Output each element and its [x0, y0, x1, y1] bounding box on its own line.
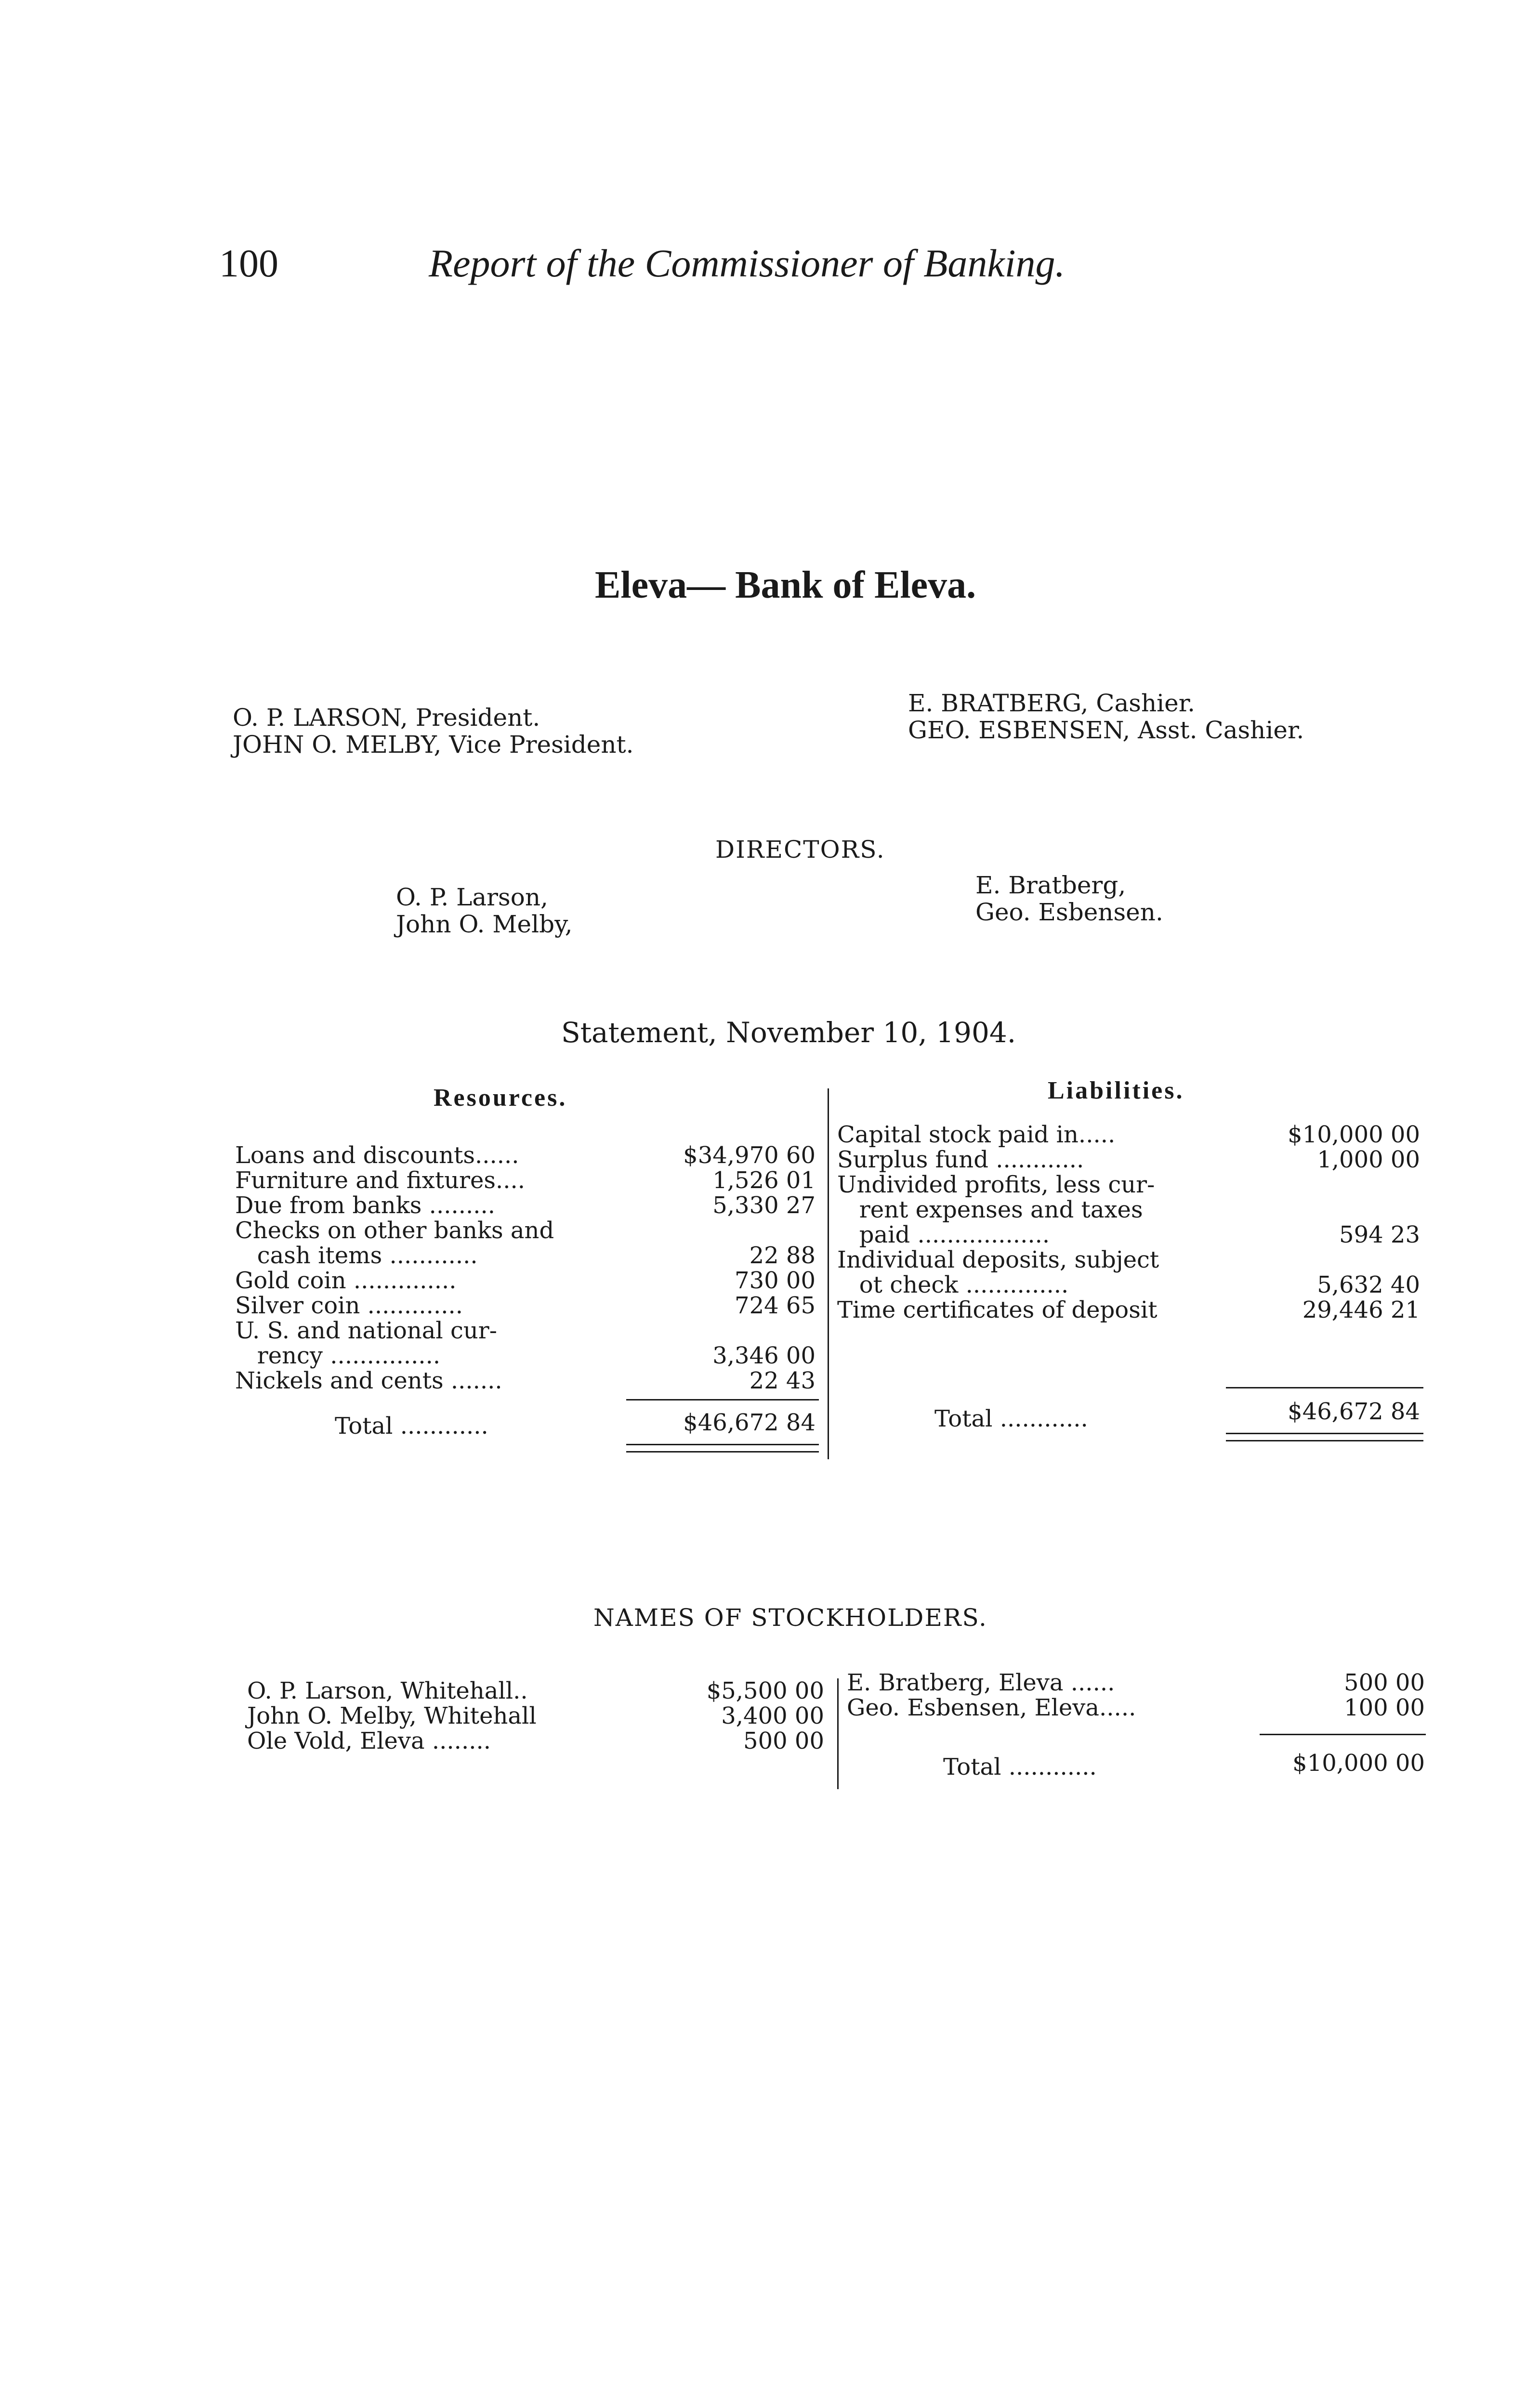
director-larson: O. P. Larson, [396, 883, 548, 911]
liability-amount: 29,446 21 [1302, 1296, 1420, 1323]
directors-heading: DIRECTORS. [715, 836, 885, 864]
stockholders-total-rule [1260, 1734, 1426, 1735]
stockholder-row [247, 1728, 824, 1754]
liabilities-total-rule [1226, 1387, 1423, 1388]
stockholder-name: O. P. Larson, Whitehall.. [247, 1677, 528, 1704]
running-title: Report of the Commissioner of Banking. [429, 241, 1066, 285]
resource-label: Silver coin ............. [235, 1292, 463, 1319]
resource-amount: 5,330 27 [712, 1192, 816, 1219]
resource-label: rency ............... [235, 1342, 441, 1369]
stockholder-name: Geo. Esbensen, Eleva..... [847, 1694, 1136, 1721]
resources-row [235, 1368, 816, 1393]
director-melby: John O. Melby, [396, 910, 573, 938]
liabilities-row [837, 1272, 1420, 1297]
directors-right [975, 872, 1163, 926]
stockholder-amount: 3,400 00 [721, 1702, 824, 1729]
liabilities-row [837, 1197, 1420, 1222]
resources-total-double-rule [626, 1444, 819, 1453]
resources-row [235, 1293, 816, 1318]
resource-label: Loans and discounts...... [235, 1142, 519, 1169]
resource-amount: 724 65 [735, 1292, 816, 1319]
resources-total: $46,672 84 [683, 1409, 816, 1436]
liabilities-row [837, 1122, 1420, 1147]
stockholder-name: E. Bratberg, Eleva ...... [847, 1669, 1115, 1696]
resource-label: Nickels and cents ....... [235, 1367, 502, 1394]
officers-left [233, 704, 634, 758]
liabilities-row [837, 1172, 1420, 1197]
resource-label: U. S. and national cur- [235, 1317, 497, 1344]
directors-left [396, 884, 573, 938]
column-divider [828, 1088, 829, 1459]
resource-label: cash items ............ [235, 1242, 478, 1269]
resource-label: Furniture and fixtures.... [235, 1167, 526, 1194]
resources-table [235, 1143, 816, 1393]
resources-total-label: Total ............ [335, 1413, 488, 1440]
resources-row [235, 1168, 816, 1193]
liability-amount: 1,000 00 [1317, 1146, 1420, 1173]
liability-amount: $10,000 00 [1288, 1121, 1420, 1148]
liability-amount: 594 23 [1339, 1221, 1420, 1248]
director-bratberg: E. Bratberg, [975, 871, 1126, 899]
stockholder-row [847, 1670, 1425, 1695]
resources-row [235, 1193, 816, 1218]
resources-heading: Resources. [434, 1084, 567, 1112]
resource-amount: 1,526 01 [712, 1167, 816, 1194]
stockholder-name: John O. Melby, Whitehall [247, 1702, 537, 1729]
liabilities-total-double-rule [1226, 1433, 1423, 1441]
resources-row [235, 1343, 816, 1368]
liabilities-table [837, 1122, 1420, 1322]
stockholder-row [247, 1703, 824, 1728]
liability-label: Surplus fund ............ [837, 1146, 1084, 1173]
resource-amount: 730 00 [735, 1267, 816, 1294]
resource-amount: 3,346 00 [712, 1342, 816, 1369]
resources-row [235, 1318, 816, 1343]
resource-amount: 22 88 [749, 1242, 816, 1269]
stockholder-amount: 500 00 [743, 1727, 824, 1754]
liability-amount: 5,632 40 [1317, 1271, 1420, 1298]
stockholder-name: Ole Vold, Eleva ........ [247, 1727, 491, 1754]
resource-label: Checks on other banks and [235, 1217, 554, 1244]
resources-row [235, 1243, 816, 1268]
liability-label: Time certificates of deposit [837, 1296, 1158, 1323]
stockholders-left [247, 1678, 824, 1754]
stockholder-row [247, 1678, 824, 1703]
resource-label: Due from banks ......... [235, 1192, 495, 1219]
liabilities-row [837, 1247, 1420, 1272]
stockholder-row [847, 1695, 1425, 1720]
stockholders-divider [837, 1678, 839, 1789]
resources-row [235, 1268, 816, 1293]
resource-amount: 22 43 [749, 1367, 816, 1394]
officer-president: O. P. LARSON, President. [233, 704, 540, 732]
stockholder-amount: $5,500 00 [706, 1677, 824, 1704]
bank-title: Eleva— Bank of Eleva. [595, 564, 976, 606]
resources-row [235, 1143, 816, 1168]
director-esbensen: Geo. Esbensen. [975, 898, 1163, 926]
liability-label: Undivided profits, less cur- [837, 1171, 1155, 1198]
stockholder-amount: 100 00 [1344, 1694, 1425, 1721]
liabilities-heading: Liabilities. [1048, 1077, 1184, 1104]
resources-total-rule [626, 1399, 819, 1400]
stockholders-total: $10,000 00 [1292, 1750, 1425, 1777]
liability-label: ot check .............. [837, 1271, 1069, 1298]
stockholder-amount: 500 00 [1344, 1669, 1425, 1696]
officers-right [908, 690, 1304, 744]
liabilities-row [837, 1297, 1420, 1322]
resource-amount: $34,970 60 [683, 1142, 816, 1169]
liability-label: rent expenses and taxes [837, 1196, 1143, 1223]
officer-asst-cashier: GEO. ESBENSEN, Asst. Cashier. [908, 716, 1304, 744]
liabilities-row [837, 1147, 1420, 1172]
liability-label: Capital stock paid in..... [837, 1121, 1116, 1148]
liabilities-total: $46,672 84 [1288, 1398, 1420, 1425]
resources-row [235, 1218, 816, 1243]
liability-label: paid .................. [837, 1221, 1050, 1248]
officer-vice-president: JOHN O. MELBY, Vice President. [233, 731, 634, 759]
stockholders-total-label: Total ............ [943, 1754, 1097, 1780]
statement-title: Statement, November 10, 1904. [561, 1016, 1016, 1049]
stockholders-right [847, 1670, 1425, 1720]
liabilities-total-label: Total ............ [934, 1405, 1088, 1432]
officer-cashier: E. BRATBERG, Cashier. [908, 689, 1196, 717]
stockholders-heading: NAMES OF STOCKHOLDERS. [593, 1604, 987, 1632]
liability-label: Individual deposits, subject [837, 1246, 1159, 1273]
page-number: 100 [219, 241, 278, 285]
liabilities-row [837, 1222, 1420, 1247]
resource-label: Gold coin .............. [235, 1267, 457, 1294]
